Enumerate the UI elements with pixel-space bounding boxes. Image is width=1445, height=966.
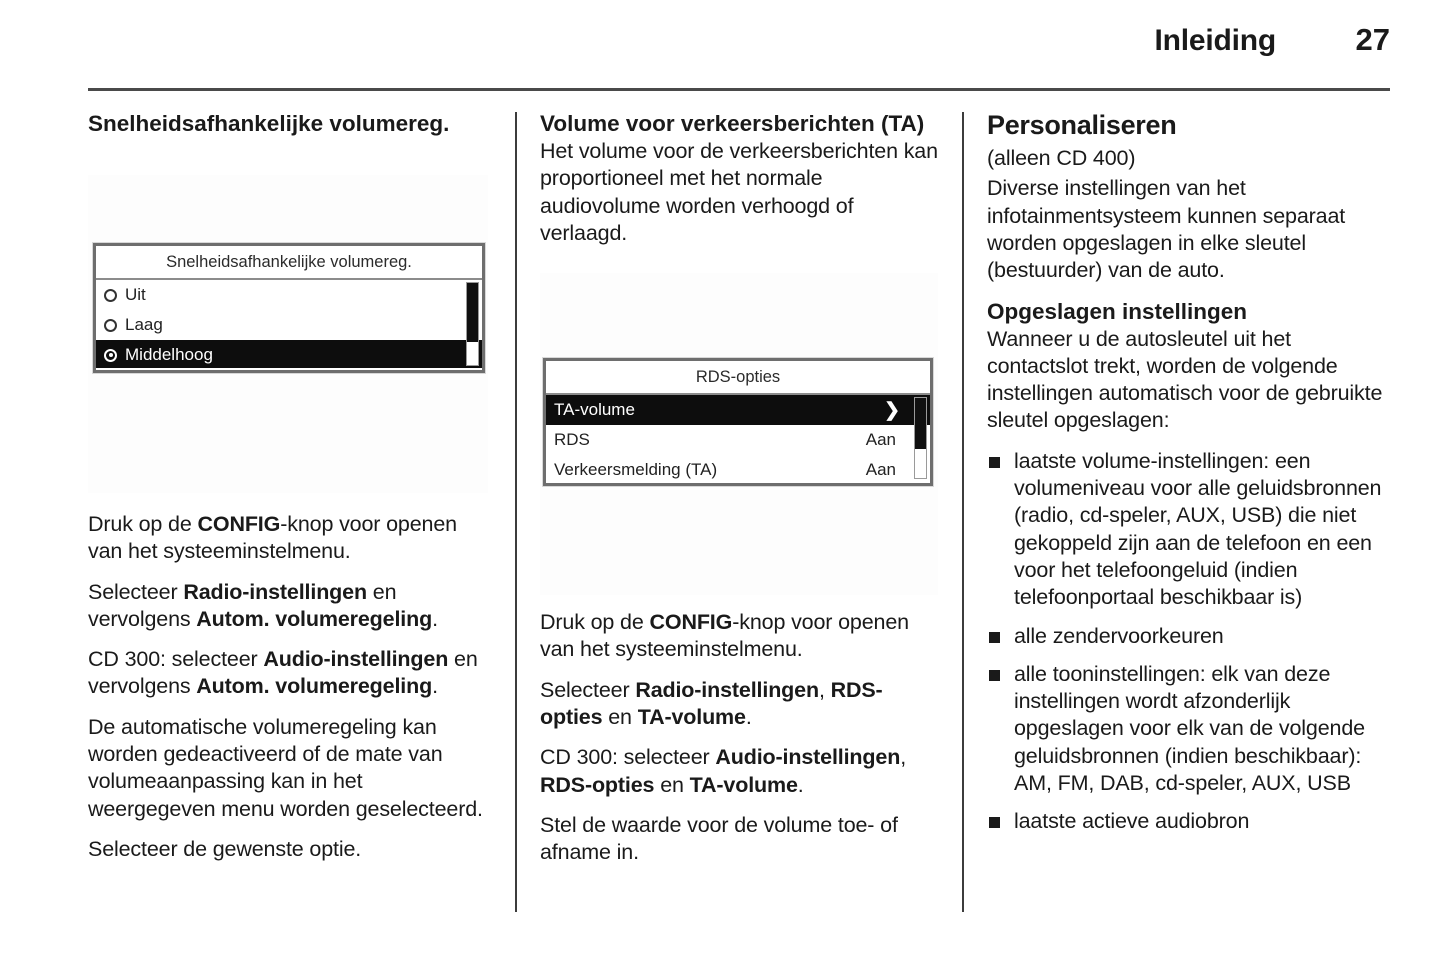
menu-row-middelhoog[interactable] bbox=[96, 340, 482, 368]
menu-row-verkeersmelding[interactable] bbox=[546, 455, 930, 481]
page-title: Inleiding bbox=[1154, 24, 1276, 57]
col2-paragraph-2: Selecteer Radio-instellingen, RDS-opties en TA-volume. bbox=[540, 677, 883, 730]
infotainment-screen-speed-volume bbox=[93, 243, 485, 373]
column-one bbox=[88, 110, 488, 920]
scrollbar[interactable] bbox=[914, 397, 927, 479]
menu-row-label: TA-volume bbox=[554, 400, 635, 420]
col3-section-heading: Personaliseren bbox=[987, 110, 1177, 140]
col1-paragraph-5: Selecteer de gewenste optie. bbox=[88, 836, 362, 861]
col3-lead: Wanneer u de autosleutel uit het contactslot trekt, worden de volgende instellingen automatisch voor de gebruikte sleutel opgeslagen: bbox=[987, 326, 1383, 433]
infotainment-screen-rds-options bbox=[543, 358, 933, 486]
col1-paragraph-4: De automatische volumeregeling kan worden gedeactiveerd of de mate van volumeaanpassing kan in het weergegeven menu worden geselecteerd. bbox=[88, 714, 483, 821]
screen-body bbox=[546, 395, 930, 481]
menu-row-uit[interactable] bbox=[96, 280, 482, 310]
col2-paragraph-4: Stel de waarde voor de volume toe- of afname in. bbox=[540, 812, 898, 865]
list-item: laatste volume-instellingen: een volumeniveau voor alle geluidsbronnen (radio, cd-speler, AUX, USB) die niet gekoppeld zijn aan de telefoon en een voor het telefoongeluid (indien telefoonportaal beschikbaar is) bbox=[987, 448, 1391, 612]
col3-subtitle: (alleen CD 400) bbox=[987, 146, 1136, 171]
chevron-right-icon: ❯ bbox=[884, 399, 900, 421]
col2-heading: Volume voor verkeersberichten (TA) bbox=[540, 111, 925, 136]
list-item: laatste actieve audiobron bbox=[987, 808, 1391, 835]
list-item: alle tooninstellingen: elk van deze instellingen wordt afzonderlijk opgeslagen voor elk van de volgende geluidsbronnen (indien beschikbaar): AM, FM, DAB, cd-speler, AUX, USB bbox=[987, 661, 1391, 797]
column-two bbox=[540, 110, 938, 920]
col2-paragraph-3: CD 300: selecteer Audio-instellingen, RDS-opties en TA-volume. bbox=[540, 745, 907, 797]
column-divider-1 bbox=[515, 112, 517, 912]
col2-paragraph-1: Druk op de CONFIG-knop voor openen van het systeeminstelmenu. bbox=[540, 610, 909, 662]
menu-row-value: Aan bbox=[865, 460, 896, 480]
screen-title: RDS-opties bbox=[546, 361, 930, 395]
screen-title: Snelheidsafhankelijke volumereg. bbox=[96, 246, 482, 280]
radio-icon bbox=[104, 319, 117, 332]
radio-checked-icon bbox=[104, 349, 117, 362]
column-three bbox=[987, 110, 1391, 920]
menu-row-rds[interactable] bbox=[546, 425, 930, 455]
screen-body bbox=[96, 280, 482, 368]
menu-row-ta-volume[interactable] bbox=[546, 395, 930, 425]
menu-row-label: Laag bbox=[125, 315, 163, 334]
col1-heading: Snelheidsafhankelijke volumereg. bbox=[88, 111, 450, 136]
col3-subheading: Opgeslagen instellingen bbox=[987, 298, 1248, 324]
saved-settings-list bbox=[987, 448, 1391, 836]
list-item: alle zendervoorkeuren bbox=[987, 623, 1391, 650]
col1-paragraph-3: CD 300: selecteer Audio-instellingen en vervolgens Autom. volumeregeling. bbox=[88, 647, 478, 699]
col3-intro: Diverse instellingen van het infotainmentsysteem kunnen separaat worden opgeslagen in elke sleutel (bestuurder) van de auto. bbox=[987, 176, 1346, 283]
content-columns bbox=[0, 110, 1445, 920]
menu-row-label: Verkeersmelding (TA) bbox=[554, 460, 718, 480]
screenshot-panel-speed-volume bbox=[88, 175, 488, 493]
col2-intro: Het volume voor de verkeersberichten kan proportioneel met het normale audiovolume worden verhoogd of verlaagd. bbox=[540, 139, 938, 245]
menu-row-laag[interactable] bbox=[96, 310, 482, 340]
menu-row-label: Uit bbox=[125, 285, 146, 304]
page-header bbox=[88, 22, 1390, 58]
column-divider-2 bbox=[962, 112, 964, 912]
header-rule bbox=[88, 88, 1390, 91]
menu-row-label: Middelhoog bbox=[125, 345, 213, 364]
col1-paragraph-1: Druk op de CONFIG-knop voor openen van het systeeminstelmenu. bbox=[88, 512, 457, 564]
screenshot-panel-rds-options bbox=[540, 273, 938, 595]
scrollbar-thumb[interactable] bbox=[467, 283, 478, 342]
scrollbar-thumb[interactable] bbox=[915, 398, 926, 449]
menu-row-value: Aan bbox=[865, 430, 896, 450]
col1-paragraph-2: Selecteer Radio-instellingen en vervolgens Autom. volumeregeling. bbox=[88, 579, 438, 631]
scrollbar[interactable] bbox=[466, 282, 479, 366]
radio-icon bbox=[104, 289, 117, 302]
menu-row-label: RDS bbox=[554, 430, 590, 450]
page-number: 27 bbox=[1355, 22, 1390, 57]
